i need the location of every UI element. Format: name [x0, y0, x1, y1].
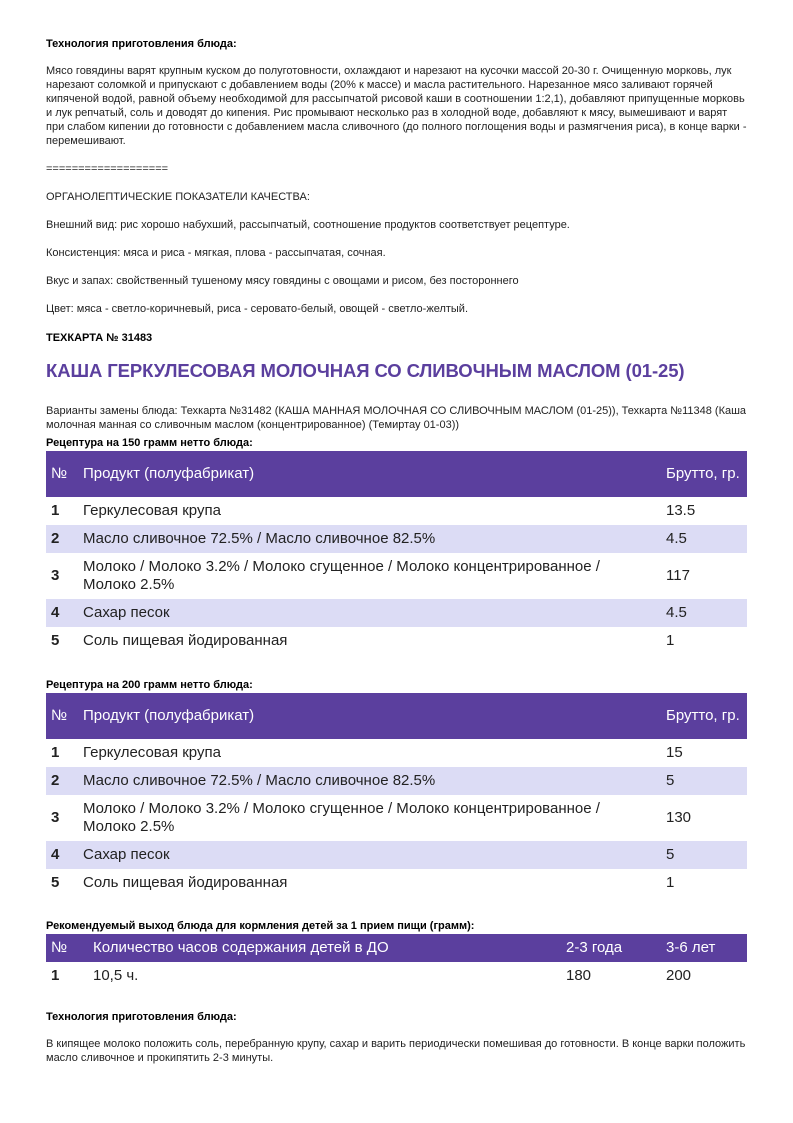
- dish-title: КАША ГЕРКУЛЕСОВАЯ МОЛОЧНАЯ СО СЛИВОЧНЫМ МАСЛОМ (01-25): [46, 360, 685, 381]
- table-row: [46, 795, 747, 841]
- row-num: 1: [51, 967, 60, 984]
- row-product: Масло сливочное 72.5% / Масло сливочное 82.5%: [78, 525, 661, 553]
- quality-appearance: Внешний вид: рис хорошо набухший, рассыпчатый, соотношение продуктов соответствует рецептуре.: [46, 219, 570, 231]
- row-brutto: 4.5: [661, 525, 747, 553]
- output-label: Рекомендуемый выход блюда для кормления детей за 1 прием пищи (грамм):: [46, 920, 475, 932]
- row-num: 3: [51, 809, 60, 826]
- replacement-variants: Варианты замены блюда: Техкарта №31482 (КАША МАННАЯ МОЛОЧНАЯ СО СЛИВОЧНЫМ МАСЛОМ (01-25)), Техкарта №11348 (Каша молочная манная со сливочным маслом (концентрированное) (Темиртау 01-03)): [46, 405, 747, 431]
- header-hours: Количество часов содержания детей в ДО: [88, 934, 561, 962]
- row-num: 1: [51, 744, 60, 761]
- row-brutto: 5: [661, 841, 747, 869]
- recipe-200-label: Рецептура на 200 грамм нетто блюда:: [46, 679, 253, 691]
- recipe-150-label: Рецептура на 150 грамм нетто блюда:: [46, 437, 253, 449]
- row-brutto: 15: [666, 744, 683, 761]
- table-row: [46, 553, 747, 599]
- row-product: Геркулесовая крупа: [83, 744, 221, 761]
- row-num: 4: [46, 599, 78, 627]
- tech-text: В кипящее молоко положить соль, перебранную крупу, сахар и варить периодически помешивая до готовности. В конце варки положить масло сливочное и прокипятить 2-3 минуты.: [46, 1038, 746, 1064]
- row-num: 2: [46, 525, 78, 553]
- table-row: [46, 962, 747, 990]
- row-product: Молоко / Молоко 3.2% / Молоко сгущенное / Молоко концентрированное / Молоко 2.5%: [83, 558, 600, 593]
- row-brutto: 1: [666, 632, 675, 649]
- table-row: [46, 869, 747, 897]
- row-num: 3: [51, 567, 60, 584]
- tech-title: Технология приготовления блюда:: [46, 1011, 237, 1023]
- recipe-200-table: [46, 693, 747, 897]
- quality-taste: Вкус и запах: свойственный тушеному мясу говядины с овощами и рисом, без постороннего: [46, 275, 519, 287]
- header-age-2-3: 2-3 года: [561, 934, 661, 962]
- row-num: 5: [51, 632, 60, 649]
- tech-prev-text: Мясо говядины варят крупным куском до полуготовности, охлаждают и нарезают на кусочки массой 20-30 г. Очищенную морковь, лук нарезают соломкой и припускают с добавлением воды (20% к массе) и масла растительного. Нарезанное мясо заливают горячей кипяченой водой, равной объему необходимой для рассыпчатой рисовой каши в соотношении 1:2,1), добавляют припущенные морковь и лук репчатый, соль и доводят до кипения. Рис промывают несколько раз в холодной воде, добавляют к мясу, вымешивают и варят при слабом кипении до готовности с добавлением масла сливочного (до полного поглощения воды и размягчения риса), в конце варки - перемешивают.: [46, 65, 747, 147]
- row-product: Соль пищевая йодированная: [83, 874, 288, 891]
- row-num: 2: [46, 767, 78, 795]
- row-product: Сахар песок: [78, 599, 661, 627]
- table-row: [46, 739, 747, 767]
- tech-prev-title: Технология приготовления блюда:: [46, 38, 237, 50]
- header-num: №: [46, 934, 88, 962]
- row-brutto: 130: [666, 809, 692, 826]
- quality-consistency: Консистенция: мяса и риса - мягкая, плова - рассыпчатая, сочная.: [46, 247, 386, 259]
- table-row: [46, 841, 747, 869]
- row-hours: 10,5 ч.: [93, 967, 139, 984]
- row-brutto: 13.5: [666, 502, 696, 519]
- row-product: Геркулесовая крупа: [83, 502, 221, 519]
- row-product: Масло сливочное 72.5% / Масло сливочное 82.5%: [78, 767, 661, 795]
- table-header-row: [46, 451, 747, 497]
- header-num: №: [46, 693, 78, 739]
- quality-color: Цвет: мяса - светло-коричневый, риса - серовато-белый, овощей - светло-желтый.: [46, 303, 469, 315]
- output-table: [46, 934, 747, 990]
- table-row: [46, 599, 747, 627]
- row-age-3-6: 200: [666, 967, 692, 984]
- header-num: №: [46, 451, 78, 497]
- header-product: Продукт (полуфабрикат): [78, 693, 661, 739]
- table-row: [46, 627, 747, 655]
- quality-title: ОРГАНОЛЕПТИЧЕСКИЕ ПОКАЗАТЕЛИ КАЧЕСТВА:: [46, 191, 310, 203]
- table-row: [46, 767, 747, 795]
- table-header-row: [46, 934, 747, 962]
- row-product: Сахар песок: [78, 841, 661, 869]
- table-header-row: [46, 693, 747, 739]
- separator-line: ===================: [46, 163, 169, 175]
- header-brutto: Брутто, гр.: [661, 693, 747, 739]
- row-product: Молоко / Молоко 3.2% / Молоко сгущенное / Молоко концентрированное / Молоко 2.5%: [83, 800, 600, 835]
- table-row: [46, 525, 747, 553]
- row-brutto: 4.5: [661, 599, 747, 627]
- row-num: 4: [46, 841, 78, 869]
- card-number: ТЕХКАРТА № 31483: [46, 332, 153, 344]
- row-num: 5: [51, 874, 60, 891]
- row-num: 1: [51, 502, 60, 519]
- row-product: Соль пищевая йодированная: [83, 632, 288, 649]
- row-brutto: 5: [661, 767, 747, 795]
- row-age-2-3: 180: [566, 967, 592, 984]
- row-brutto: 1: [666, 874, 675, 891]
- header-brutto: Брутто, гр.: [661, 451, 747, 497]
- row-brutto: 117: [666, 567, 690, 584]
- header-product: Продукт (полуфабрикат): [78, 451, 661, 497]
- table-row: [46, 497, 747, 525]
- recipe-150-table: [46, 451, 747, 655]
- header-age-3-6: 3-6 лет: [661, 934, 747, 962]
